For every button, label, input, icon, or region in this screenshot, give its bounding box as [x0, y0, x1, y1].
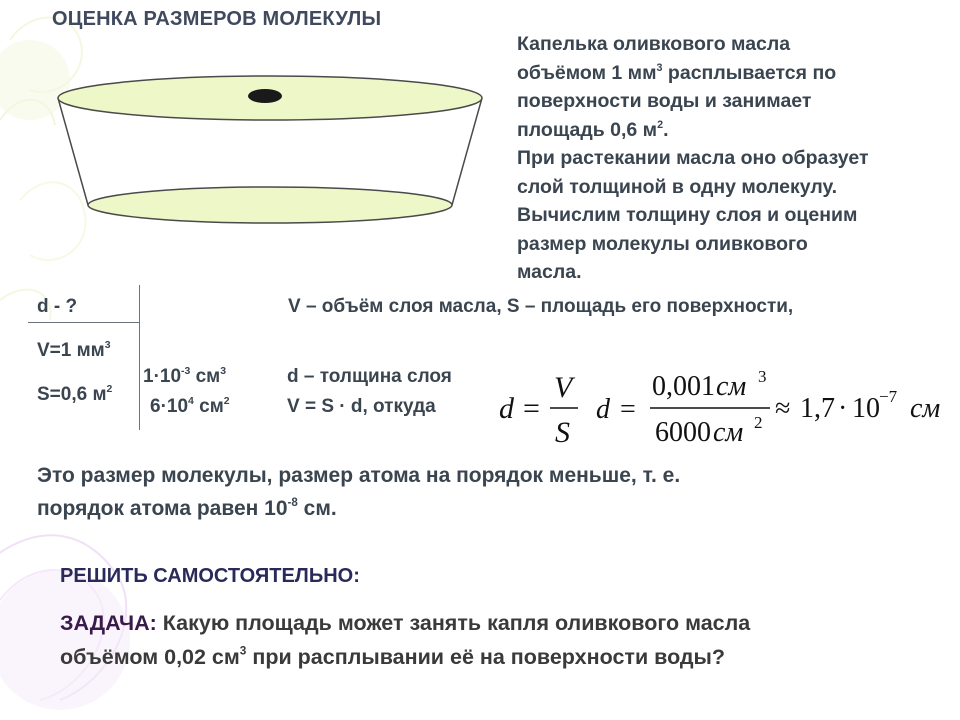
- solution-thickness: d – толщина слоя: [287, 366, 452, 387]
- dish-side-right: [452, 98, 482, 205]
- intro-line: масла.: [517, 261, 582, 283]
- intro-line: Вычислим толщину слоя и оценим: [517, 204, 858, 226]
- dish-side-left: [58, 98, 88, 205]
- formula2-dot: ·: [838, 393, 848, 424]
- formula2-power-exp: −7: [879, 387, 898, 406]
- oil-dish-illustration: [50, 70, 490, 230]
- given-find: d - ?: [37, 296, 78, 317]
- given-volume: V=1 $мм^3$: [37, 340, 111, 361]
- intro-line: При растекании масла оно образует: [517, 147, 869, 169]
- oil-spot: [248, 89, 282, 103]
- formula2-lhs: d: [596, 394, 610, 425]
- intro-paragraph: [517, 30, 957, 287]
- formula2-power-base: 10: [852, 393, 880, 424]
- formula2-result: 1,7: [800, 393, 835, 424]
- task-statement: [60, 606, 950, 674]
- formula2-num-exp: 3: [758, 367, 767, 386]
- given-divider-horizontal: [28, 322, 140, 323]
- formula2-approx: ≈: [775, 393, 791, 424]
- slide-title: ОЦЕНКА РАЗМЕРОВ МОЛЕКУЛЫ: [52, 8, 382, 30]
- volume-conversion: $1\cdot 10^{-3}$ $см^3$: [143, 366, 227, 387]
- intro-line: размер молекулы оливкового: [517, 232, 808, 255]
- conclusion-line: порядок атома равен $10^{-8}$ см.: [37, 496, 337, 520]
- intro-line: объёмом 1 $мм^3$ расплывается по: [517, 61, 837, 84]
- intro-line: слой толщиной в одну молекулу.: [517, 175, 838, 198]
- formula2-num-unit: см: [716, 371, 747, 402]
- task-line: ЗАДАЧА: Какую площадь может занять капля оливкового масла: [60, 611, 751, 635]
- given-divider-vertical: [139, 285, 140, 430]
- conclusion-line: Это размер молекулы, размер атома на порядок меньше, т. е.: [37, 464, 681, 487]
- formula1-eq: =: [523, 392, 540, 425]
- formula1-numerator: V: [554, 371, 573, 404]
- formula2-den-unit: см: [713, 417, 744, 448]
- dish-bottom: [88, 187, 452, 223]
- task-line: объёмом 0,02 $см^3$ при расплывании её на поверхности воды?: [60, 643, 726, 669]
- intro-line: площадь 0,6 $м^2$.: [517, 118, 669, 141]
- intro-line: Капелька оливкового масла: [517, 33, 791, 55]
- formula2-den-exp: 2: [754, 413, 763, 432]
- task-label: ЗАДАЧА:: [60, 611, 157, 635]
- conclusion: [37, 459, 937, 525]
- intro-line: поверхности воды и занимает: [517, 90, 812, 112]
- formula2-eq: =: [620, 394, 636, 425]
- formula-calculation: [592, 362, 952, 452]
- self-work-heading: РЕШИТЬ САМОСТОЯТЕЛЬНО:: [60, 565, 360, 587]
- formula-d-equals-v-over-s: [495, 365, 585, 455]
- formula2-den-value: 6000: [655, 417, 711, 448]
- given-area: S=0,6 $м^2$: [37, 384, 113, 405]
- solution-relation: V = S · d, откуда: [287, 396, 436, 417]
- formula2-result-unit: см: [910, 393, 941, 424]
- formula1-lhs: d: [499, 392, 514, 425]
- formula2-num-value: 0,001: [652, 371, 715, 402]
- solution-definitions: V – объём слоя масла, S – площадь его поверхности,: [288, 296, 794, 317]
- formula1-denominator: S: [555, 416, 570, 449]
- area-conversion: $6\cdot 10^4$ $см^2$: [150, 396, 230, 417]
